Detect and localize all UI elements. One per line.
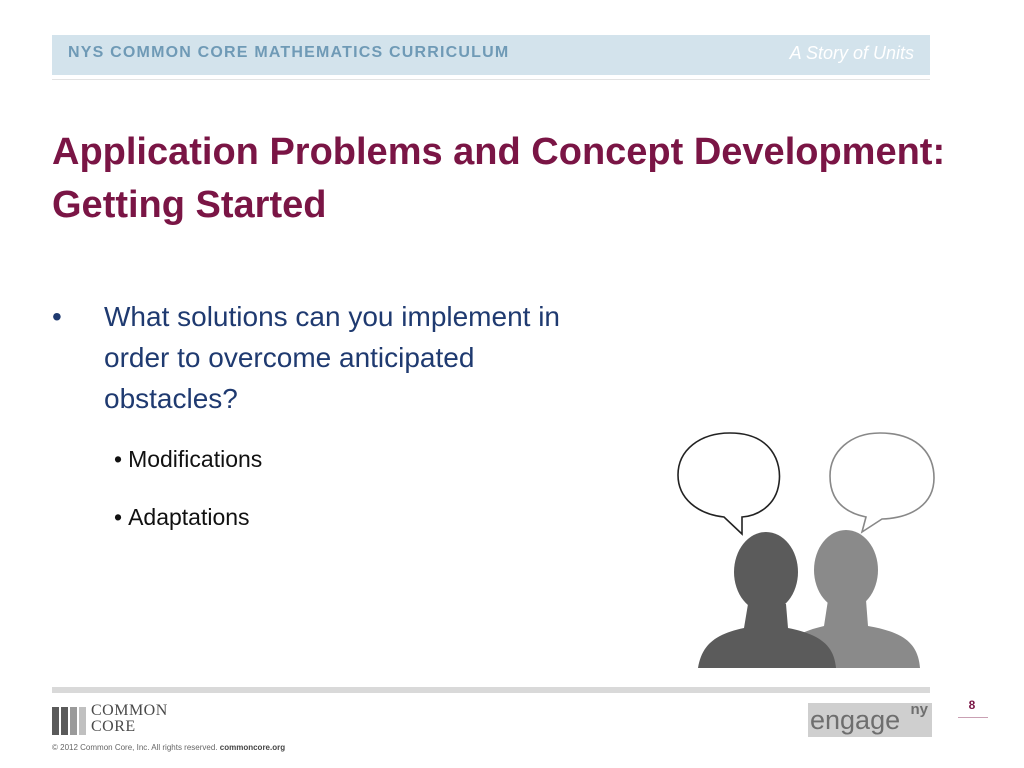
sub-bullet-marker: • bbox=[114, 446, 123, 472]
main-bullet-line-2: order to overcome anticipated bbox=[104, 342, 475, 373]
main-bullet-text bbox=[104, 296, 644, 419]
speech-bubble-icon bbox=[678, 433, 779, 534]
copyright-text: © 2012 Common Core, Inc. All rights reserved. bbox=[52, 743, 218, 752]
sub-bullet-marker: • bbox=[114, 504, 123, 530]
sub-bullet-modifications bbox=[114, 446, 262, 473]
slide-title-line-1: Application Problems and Concept Development: bbox=[52, 131, 946, 173]
footer-rule bbox=[52, 687, 930, 693]
copyright-notice bbox=[52, 743, 285, 752]
bullet-marker: • bbox=[52, 301, 62, 332]
common-core-wordmark bbox=[91, 703, 168, 735]
two-people-speech-bubbles-illustration bbox=[672, 428, 940, 672]
sub-bullet-label: Adaptations bbox=[128, 504, 250, 530]
page-number: 8 bbox=[968, 698, 976, 712]
person-icon bbox=[698, 532, 836, 668]
engage-superscript: ny bbox=[910, 701, 928, 718]
sub-bullet-adaptations bbox=[114, 504, 250, 531]
wordmark-line-2: CORE bbox=[91, 718, 136, 735]
engage-word: engage bbox=[810, 705, 901, 735]
engage-ny-logo bbox=[808, 703, 932, 737]
header-rule bbox=[52, 79, 930, 80]
speech-bubble-icon bbox=[830, 433, 934, 532]
slide-title bbox=[52, 126, 1002, 232]
main-bullet-line-1: What solutions can you implement in bbox=[104, 301, 560, 332]
page-number-underline bbox=[958, 717, 988, 718]
series-title: A Story of Units bbox=[789, 43, 914, 63]
copyright-link[interactable]: commoncore.org bbox=[219, 743, 286, 752]
slide-title-line-2: Getting Started bbox=[52, 184, 327, 226]
sub-bullet-label: Modifications bbox=[128, 446, 263, 472]
header-bar bbox=[52, 35, 930, 75]
curriculum-title: NYS COMMON CORE MATHEMATICS CURRICULUM bbox=[68, 44, 510, 61]
wordmark-line-1: COMMON bbox=[91, 702, 168, 719]
main-bullet-line-3: obstacles? bbox=[104, 383, 238, 414]
